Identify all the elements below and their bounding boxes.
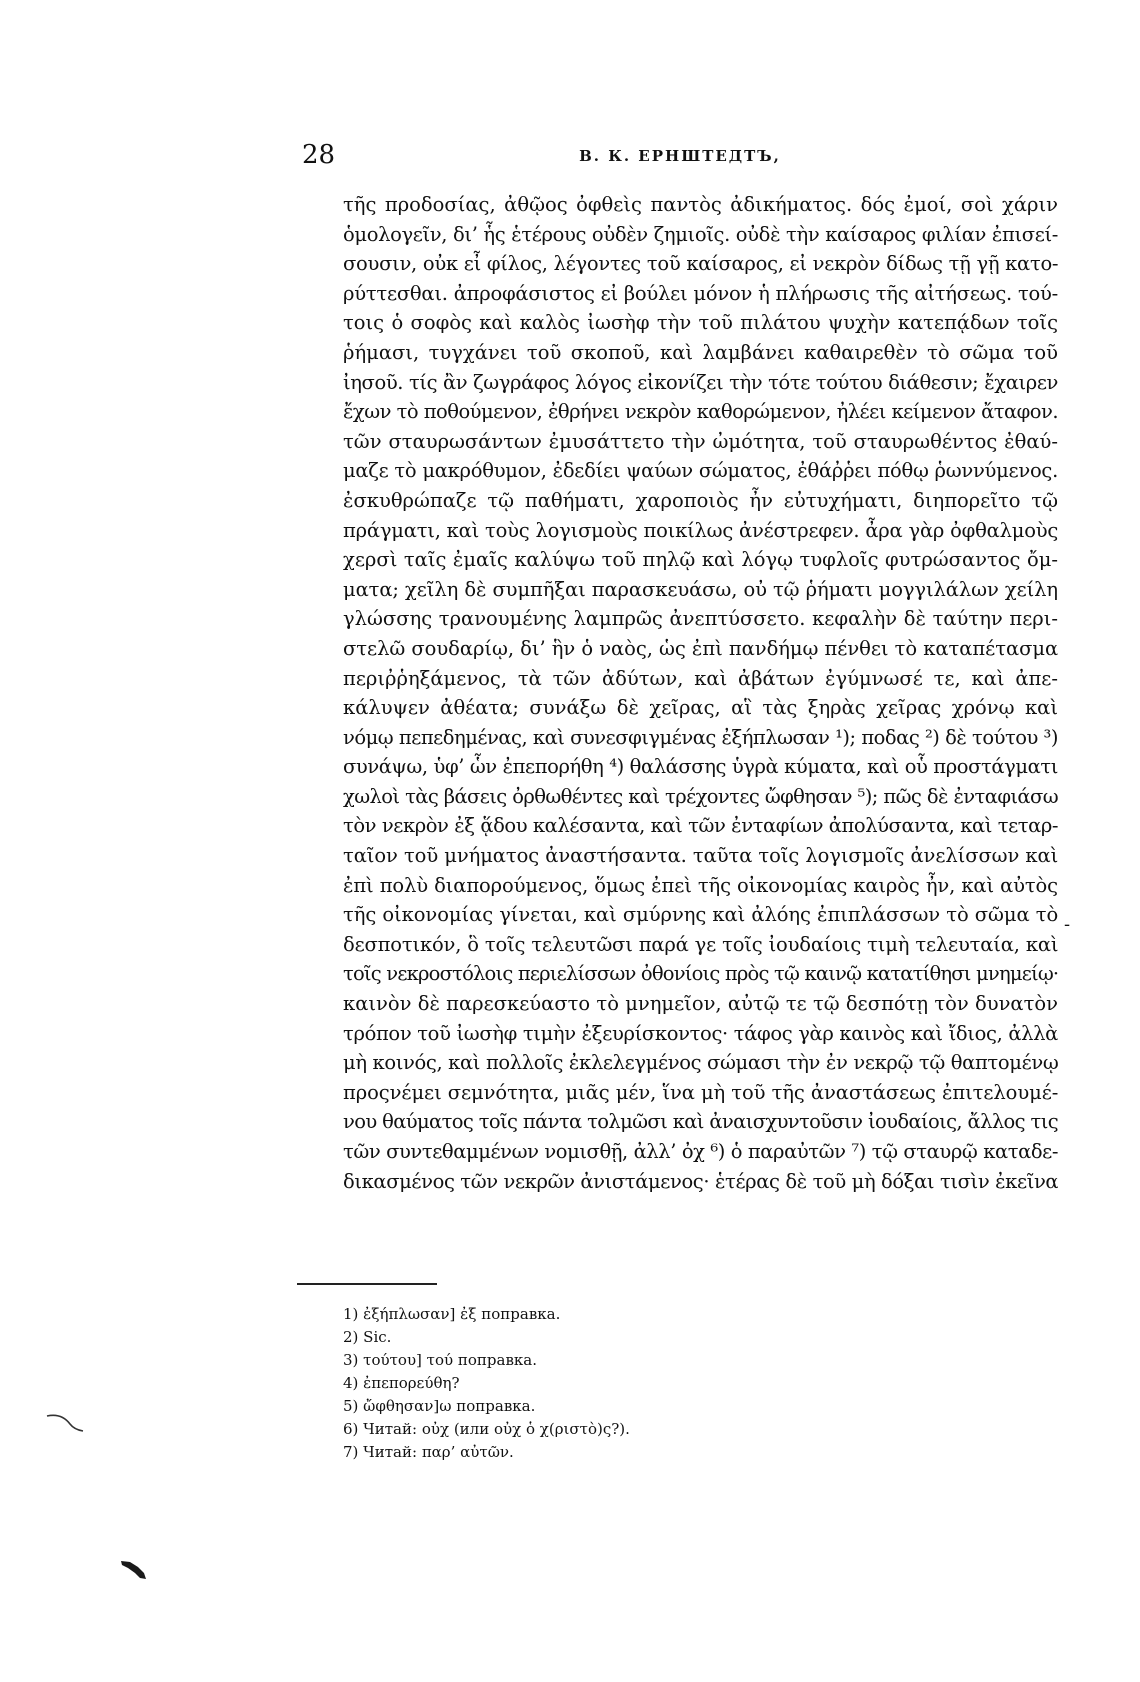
text-line: τοις ὁ σοφὸς καὶ καλὸς ἰωσὴφ τὴν τοῦ πιλάτου ψυχὴν κατεπᾴδων τοῖς <box>343 311 1058 335</box>
main-text <box>343 190 1058 1196</box>
text-line: ἐσκυθρώπαζε τῷ παθήματι, χαροποιὸς ἦν εὐτυχήματι, διηπορεῖτο τῷ <box>343 488 1058 512</box>
text-line: χωλοὶ τὰς βάσεις ὀρθωθέντες καὶ τρέχοντες ὤφθησαν ⁵); πῶς δὲ ἐνταφιάσω <box>343 784 1058 808</box>
footnote: 4) ἐπεπορεύθη? <box>343 1374 460 1392</box>
footnote: 6) Читай: οὐχ (или οὐχ ὁ χ(ριστὸ)ς?). <box>343 1420 630 1438</box>
text-line: γλώσσης τρανουμένης λαμπρῶς ἀνεπτύσσετο. κεφαλὴν δὲ ταύτην περι- <box>343 607 1058 631</box>
text-line: τοῖς νεκροστόλοις περιελίσσων ὀθονίοις πρὸς τῷ καινῷ κατατίθησι μνημείῳ· <box>343 962 1058 986</box>
text-line: ρύττεσθαι. ἀπροφάσιστος εἰ βούλει μόνον ἡ πλήρωσις τῆς αἰτήσεως. τού- <box>343 281 1058 305</box>
text-line: ὁμολογεῖν, δι’ ἧς ἑτέρους οὐδὲν ζημιοῖς. οὐδὲ τὴν καίσαρος φιλίαν ἐπισεί- <box>343 222 1058 246</box>
text-line: ταῖον τοῦ μνήματος ἀναστήσαντα. ταῦτα τοῖς λογισμοῖς ἀνελίσσων καὶ <box>343 844 1058 868</box>
page-number: 28 <box>302 140 336 170</box>
margin-pen-stroke <box>46 1410 86 1434</box>
text-line: συνάψω, ὑφ’ ὧν ἐπεπορήθη ⁴) θαλάσσης ὑγρὰ κύματα, καὶ οὗ προστάγματι <box>343 755 1058 779</box>
text-line: μὴ κοινός, καὶ πολλοῖς ἐκλελεγμένος σώμασι τὴν ἐν νεκρῷ τῷ θαπτομένῳ <box>343 1051 1058 1075</box>
text-line: τῶν συντεθαμμένων νομισθῇ, ἀλλ’ ὀχ ⁶) ὁ παραὐτῶν ⁷) τῷ σταυρῷ καταδε- <box>343 1140 1058 1163</box>
margin-hyphen: - <box>1064 914 1071 935</box>
text-line: τῆς οἰκονομίας γίνεται, καὶ σμύρνης καὶ ἀλόης ἐπιπλάσσων τὸ σῶμα τὸ <box>343 903 1058 927</box>
footnote: 1) ἐξήπλωσαν] ἐξ поправка. <box>343 1305 561 1323</box>
text-line: νου θαύματος τοῖς πάντα τολμῶσι καὶ ἀναισχυντοῦσιν ἰουδαίοις, ἄλλος τις <box>343 1110 1058 1134</box>
running-head: В. К. ЕРНШТЕДТЪ, <box>579 147 781 165</box>
page-header <box>302 140 1058 170</box>
text-line: τρόπον τοῦ ἰωσὴφ τιμὴν ἐξευρίσκοντος· τάφος γὰρ καινὸς καὶ ἴδιος, ἀλλὰ <box>343 1021 1058 1045</box>
text-line: μαζε τὸ μακρόθυμον, ἐδεδίει ψαύων σώματος, ἐθάῤῥει πόθῳ ῥωννύμενος. <box>343 459 1058 483</box>
footnote: 5) ὤφθησαν]ω поправка. <box>343 1397 536 1415</box>
text-line: τὸν νεκρὸν ἐξ ᾅδου καλέσαντα, καὶ τῶν ἐνταφίων ἀπολύσαντα, καὶ τεταρ- <box>343 814 1058 838</box>
text-line: ἔχων τὸ ποθούμενον, ἐθρήνει νεκρὸν καθορώμενον, ἠλέει κείμενον ἄταφον. <box>343 400 1058 424</box>
text-line: ματα; χεῖλη δὲ συμπῆξαι παρασκευάσω, οὐ τῷ ῥήματι μογγιλάλων χείλη <box>343 577 1058 601</box>
text-line: πράγματι, καὶ τοὺς λογισμοὺς ποικίλως ἀνέστρεφεν. ἆρα γὰρ ὀφθαλμοὺς <box>343 518 1058 542</box>
footnote: 3) τούτου] τού поправка. <box>343 1351 537 1369</box>
text-line: χερσὶ ταῖς ἐμαῖς καλύψω τοῦ πηλῷ καὶ λόγῳ τυφλοῖς φυτρώσαντος ὄμ- <box>343 548 1058 572</box>
footnotes <box>343 1303 843 1464</box>
text-line: ἰησοῦ. τίς ἂν ζωγράφος λόγος εἰκονίζει τὴν τότε τούτου διάθεσιν; ἔχαιρεν <box>343 370 1058 394</box>
text-line: κάλυψεν ἀθέατα; συνάξω δὲ χεῖρας, αἳ τὰς ξηρὰς χεῖρας χρόνῳ καὶ <box>343 696 1058 720</box>
footnote-rule <box>297 1283 437 1285</box>
footnote: 7) Читай: παρ’ αὐτῶν. <box>343 1443 514 1461</box>
text-line: ῥήμασι, τυγχάνει τοῦ σκοποῦ, καὶ λαμβάνει καθαιρεθὲν τὸ σῶμα τοῦ <box>343 340 1058 364</box>
text-line: νόμῳ πεπεδημένας, καὶ συνεσφιγμένας ἐξήπλωσαν ¹); ποδας ²) δὲ τούτου ³) <box>343 725 1058 749</box>
footnote: 2) Sic. <box>343 1328 392 1346</box>
text-line: προςνέμει σεμνότητα, μιᾶς μέν, ἵνα μὴ τοῦ τῆς ἀναστάσεως ἐπιτελουμέ- <box>343 1080 1058 1104</box>
text-line: δεσποτικόν, ὃ τοῖς τελευτῶσι παρά γε τοῖς ἰουδαίοις τιμὴ τελευταία, καὶ <box>343 932 1058 956</box>
text-line: ἐπὶ πολὺ διαπορούμενος, ὅμως ἐπεὶ τῆς οἰκονομίας καιρὸς ἦν, καὶ αὐτὸς <box>343 873 1058 897</box>
text-line: δικασμένος τῶν νεκρῶν ἀνιστάμενος· ἑτέρας δὲ τοῦ μὴ δόξαι τισὶν ἐκεῖνα <box>343 1169 1058 1193</box>
text-line: στελῶ σουδαρίῳ, δι’ ἣν ὁ ναὸς, ὡς ἐπὶ πανδήμῳ πένθει τὸ καταπέτασμα <box>343 636 1058 660</box>
text-line: περιῤῥηξάμενος, τὰ τῶν ἀδύτων, καὶ ἀβάτων ἐγύμνωσέ τε, καὶ ἀπε- <box>343 666 1058 690</box>
text-line: καινὸν δὲ παρεσκεύαστο τὸ μνημεῖον, αὐτῷ τε τῷ δεσπότῃ τὸν δυνατὸν <box>343 992 1058 1016</box>
text-line: σουσιν, οὐκ εἶ φίλος, λέγοντες τοῦ καίσαρος, εἰ νεκρὸν δίδως τῇ γῇ κατο- <box>343 252 1058 276</box>
ink-blot <box>120 1559 148 1581</box>
text-line: τῶν σταυρωσάντων ἐμυσάττετο τὴν ὠμότητα, τοῦ σταυρωθέντος ἐθαύ- <box>343 429 1058 453</box>
text-line: τῆς προδοσίας, ἀθῷος ὀφθεὶς παντὸς ἀδικήματος. δός ἐμοί, σοὶ χάριν <box>343 193 1058 216</box>
